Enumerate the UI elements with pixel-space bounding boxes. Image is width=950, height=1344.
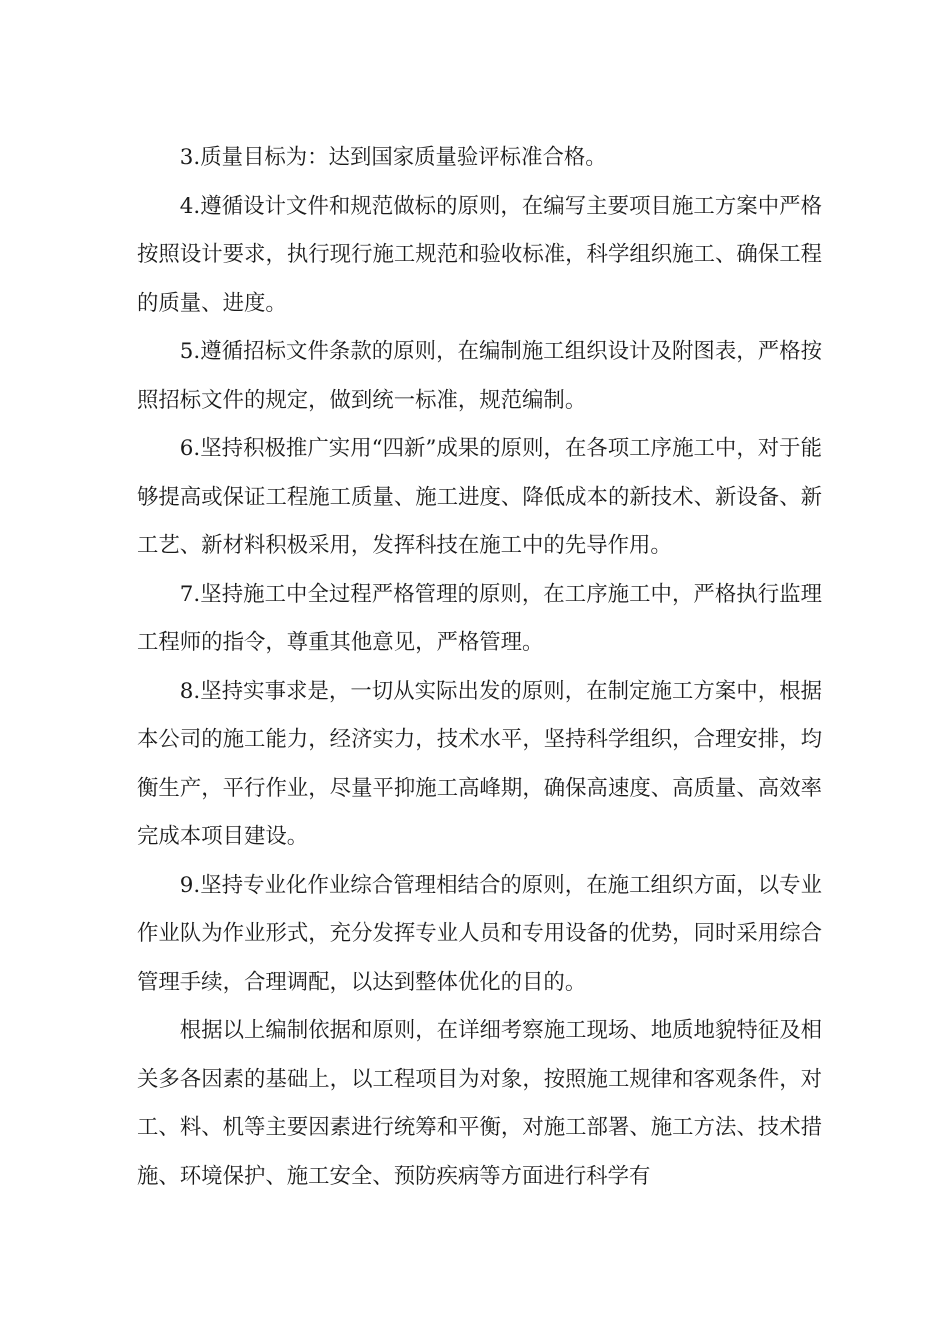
paragraph-quality-target: 3.质量目标为：达到国家质量验评标准合格。 — [179, 145, 607, 170]
paragraph-practical-principle: 8.坚持实事求是，一切从实际出发的原则，在制定施工方案中，根据本公司的施工能力，经济实力，技术水平，坚持科学组织，合理安排，均衡生产，平行作业，尽量平抑施工高峰期，确保高速度、高质量、高效率完成本项目建设。 — [137, 678, 822, 849]
paragraph-specialization-principle: 9.坚持专业化作业综合管理相结合的原则，在施工组织方面，以专业作业队为作业形式，充分发挥专业人员和专用设备的优势，同时采用综合管理手续，合理调配，以达到整体优化的目的。 — [137, 872, 822, 995]
paragraph-management-principle: 7.坚持施工中全过程严格管理的原则，在工序施工中，严格执行监理工程师的指令，尊重其他意见，严格管理。 — [137, 581, 822, 655]
paragraph-summary: 根据以上编制依据和原则，在详细考察施工现场、地质地貌特征及相关多各因素的基础上，以工程项目为对象，按照施工规律和客观条件，对工、料、机等主要因素进行统筹和平衡，对施工部署、施工方法、技术措施、环境保护、施工安全、预防疾病等方面进行科学有 — [137, 1018, 822, 1189]
document-body — [137, 134, 822, 1201]
paragraph-tender-principle: 5.遵循招标文件条款的原则，在编制施工组织设计及附图表，严格按照招标文件的规定，做到统一标准，规范编制。 — [137, 339, 822, 413]
paragraph-design-principle: 4.遵循设计文件和规范做标的原则，在编写主要项目施工方案中严格按照设计要求，执行现行施工规范和验收标准，科学组织施工、确保工程的质量、进度。 — [137, 193, 822, 316]
paragraph-innovation-principle: 6.坚持积极推广实用“四新”成果的原则，在各项工序施工中，对于能够提高或保证工程施工质量、施工进度、降低成本的新技术、新设备、新工艺、新材料积极采用，发挥科技在施工中的先导作用。 — [137, 436, 822, 558]
